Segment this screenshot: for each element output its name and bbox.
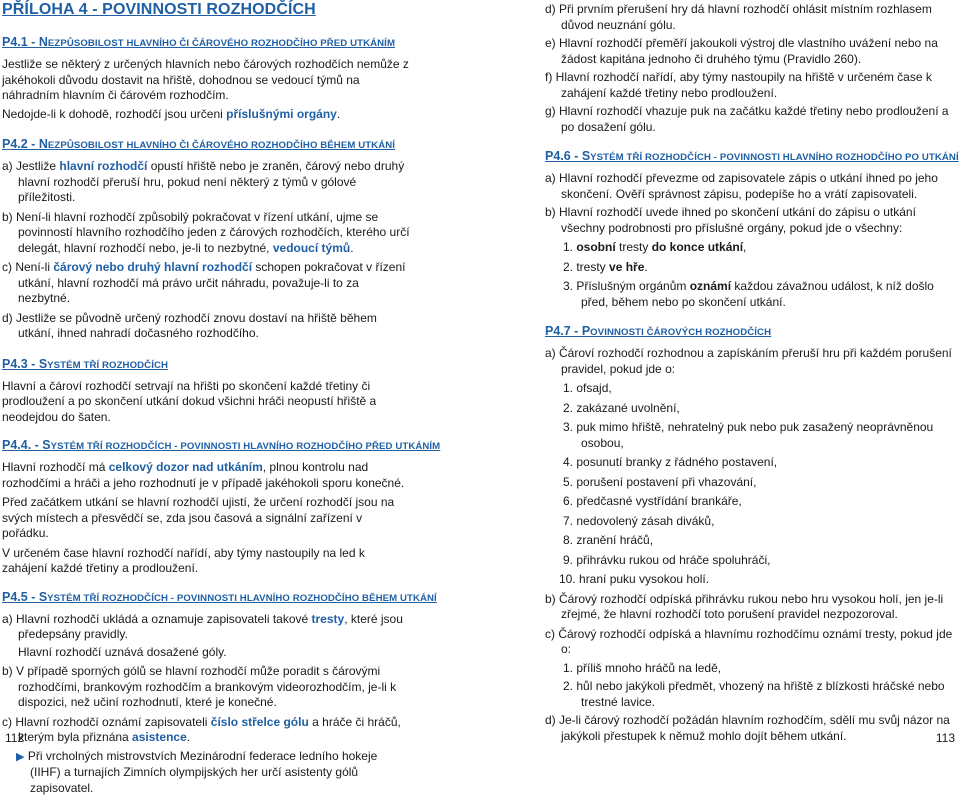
- paragraph: Nedojde-li k dohodě, rozhodčí jsou určeni příslušnými orgány.: [2, 107, 410, 123]
- section-heading-p4-6: P4.6 - SYSTÉM TŘÍ ROZHODČÍCH - POVINNOSTI HLAVNÍHO ROZHODČÍHO PO UTKÁNÍ: [545, 149, 957, 165]
- list-item: b) V případě sporných gólů se hlavní rozhodčí může poradit s čárovými rozhodčími, brankovým rozhodčím a brankovým videorozhodčím, je-li k dispozici, než učiní rozhodnutí, které je konečné.: [2, 664, 410, 711]
- left-page: [2, 0, 410, 747]
- numbered-item: 2. hůl nebo jakýkoli předmět, vhozený na hřiště z blízkosti hráčské nebo trestné lavice.: [545, 679, 957, 710]
- numbered-item: 10. hraní puku vysokou holí.: [545, 572, 957, 588]
- list-item: c) Čárový rozhodčí odpíská a hlavnímu rozhodčímu oznámí tresty, pokud jde o:: [545, 627, 957, 658]
- paragraph: Jestliže se některý z určených hlavních nebo čárových rozhodčích nemůže z jakéhokoli důvodu dostavit na hřiště, dohodnou se vedoucí týmů na náhradním hlavním či čárovém rozhodčím.: [2, 57, 410, 104]
- numbered-item: 3. puk mimo hřiště, nehratelný puk nebo puk zasažený neoprávněnou osobou,: [545, 420, 957, 451]
- paragraph: Před začátkem utkání se hlavní rozhodčí ujistí, že určení rozhodčí jsou na svých místech a přesvědčí se, zda jsou časová a signální zařízení v pořádku.: [2, 495, 410, 542]
- list-item: d) Je-li čárový rozhodčí požádán hlavním rozhodčím, sdělí mu svůj názor na jakýkoli přestupek k němuž mohlo dojít během utkání.: [545, 713, 957, 744]
- numbered-item: 1. osobní tresty do konce utkání,: [545, 240, 957, 256]
- list-item: b) Hlavní rozhodčí uvede ihned po skončení utkání do zápisu o utkání všechny podrobnosti pro příslušné orgány, pokud jde o všechny:: [545, 205, 957, 236]
- list-item: a) Jestliže hlavní rozhodčí opustí hřiště nebo je zraněn, čárový nebo druhý hlavní rozhodčí přeruší hru, pokud není některý z týmů v gólové příležitosti.: [2, 159, 410, 206]
- page-number: 112: [5, 731, 24, 745]
- page-number: 113: [936, 731, 955, 745]
- right-page: [545, 0, 957, 747]
- note: ▶ Při vrcholných mistrovstvích Mezinárodní federace ledního hokeje (IIHF) a turnajích Zimních olympijských her určí asistenty gólů zapisovatel.: [2, 749, 410, 796]
- paragraph: Hlavní rozhodčí má celkový dozor nad utkáním, plnou kontrolu nad rozhodčími a hráči a jeho rozhodnutí je v případě jakéhokoli sporu konečné.: [2, 460, 410, 491]
- list-item: d) Jestliže se původně určený rozhodčí znovu dostaví na hřiště během utkání, ihned nahradí dočasného rozhodčího.: [2, 311, 410, 342]
- numbered-item: 6. předčasné vystřídání brankáře,: [545, 494, 957, 510]
- list-item: e) Hlavní rozhodčí přeměří jakoukoli výstroj dle vlastního uvážení nebo na žádost kapitána jednoho či druhého týmu (Pravidlo 260).: [545, 36, 957, 67]
- list-item: a) Čároví rozhodčí rozhodnou a zapískáním přeruší hru při každém porušení pravidel, pokud jde o:: [545, 346, 957, 377]
- list-item: d) Při prvním přerušení hry dá hlavní rozhodčí ohlásit místním rozhlasem důvod neuznání gólu.: [545, 2, 957, 33]
- numbered-item: 4. posunutí branky z řádného postavení,: [545, 455, 957, 471]
- page-title: PŘÍLOHA 4 - POVINNOSTI ROZHODČÍCH: [2, 1, 410, 19]
- numbered-item: 8. zranění hráčů,: [545, 533, 957, 549]
- numbered-item: 5. porušení postavení při vhazování,: [545, 475, 957, 491]
- numbered-item: 9. přihrávku rukou od hráče spoluhráči,: [545, 553, 957, 569]
- triangle-bullet-icon: ▶: [16, 751, 24, 763]
- section-heading-p4-2: P4.2 - NEZPŮSOBILOST HLAVNÍHO ČI ČÁROVÉHO ROZHODČÍHO BĚHEM UTKÁNÍ: [2, 137, 410, 153]
- numbered-item: 2. tresty ve hře.: [545, 260, 957, 276]
- numbered-item: 2. zakázané uvolnění,: [545, 401, 957, 417]
- list-item: f) Hlavní rozhodčí nařídí, aby týmy nastoupily na hřiště v určeném čase k zahájení každé třetiny nebo prodloužení.: [545, 70, 957, 101]
- list-item: b) Čárový rozhodčí odpíská přihrávku rukou nebo hru vysokou holí, jen je-li zřejmé, že hlavní rozhodčí toto porušení pravidel nezpozoroval.: [545, 592, 957, 623]
- list-item: a) Hlavní rozhodčí převezme od zapisovatele zápis o utkání ihned po jeho skončení. Ověří správnost zápisu, podepíše ho a vrátí zapisovateli.: [545, 171, 957, 202]
- numbered-item: 1. ofsajd,: [545, 381, 957, 397]
- paragraph: V určeném čase hlavní rozhodčí nařídí, aby týmy nastoupily na led k zahájení každé třetiny a prodloužení.: [2, 546, 410, 577]
- section-heading-p4-7: P4.7 - POVINNOSTI ČÁROVÝCH ROZHODČÍCH: [545, 324, 957, 340]
- list-item: g) Hlavní rozhodčí vhazuje puk na začátku každé třetiny nebo prodloužení a po dosažení gólu.: [545, 104, 957, 135]
- section-heading-p4-3: P4.3 - SYSTÉM TŘÍ ROZHODČÍCH: [2, 357, 410, 373]
- numbered-item: 7. nedovolený zásah diváků,: [545, 514, 957, 530]
- list-item: b) Není-li hlavní rozhodčí způsobilý pokračovat v řízení utkání, ujme se povinností hlavního rozhodčího jeden z čárových rozhodčích, kterého určí delegát, hlavní rozhodčí nebo, je-li to nezbytné, vedoucí týmů.: [2, 210, 410, 257]
- section-heading-p4-5: P4.5 - SYSTÉM TŘÍ ROZHODČÍCH - POVINNOSTI HLAVNÍHO ROZHODČÍHO BĚHEM UTKÁNÍ: [2, 590, 410, 606]
- section-heading-p4-4: P4.4. - SYSTÉM TŘÍ ROZHODČÍCH - POVINNOSTI HLAVNÍHO ROZHODČÍHO PŘED UTKÁNÍM: [2, 438, 410, 454]
- section-heading-p4-1: P4.1 - NEZPŮSOBILOST HLAVNÍHO ČI ČÁROVÉHO ROZHODČÍHO PŘED UTKÁNÍM: [2, 35, 410, 51]
- list-item: c) Není-li čárový nebo druhý hlavní rozhodčí schopen pokračovat v řízení utkání, hlavní rozhodčí má právo určit náhradu, považuje-li to za nezbytné.: [2, 260, 410, 307]
- list-item: a) Hlavní rozhodčí ukládá a oznamuje zapisovateli takové tresty, které jsou předepsány pravidly.: [2, 612, 410, 643]
- paragraph: Hlavní a čároví rozhodčí setrvají na hřišti po skončení každé třetiny či prodloužení a po skončení utkání dokud všichni hráči neopustí hřiště a neodejdou do šaten.: [2, 379, 410, 426]
- numbered-item: 1. příliš mnoho hráčů na ledě,: [545, 661, 957, 677]
- list-item: c) Hlavní rozhodčí oznámí zapisovateli číslo střelce gólu a hráče či hráčů, kterým byla přiznána asistence.: [2, 715, 410, 746]
- paragraph: Hlavní rozhodčí uznává dosažené góly.: [2, 645, 410, 661]
- numbered-item: 3. Příslušným orgánům oznámí každou závažnou událost, k níž došlo před, během nebo po skončení utkání.: [545, 279, 957, 310]
